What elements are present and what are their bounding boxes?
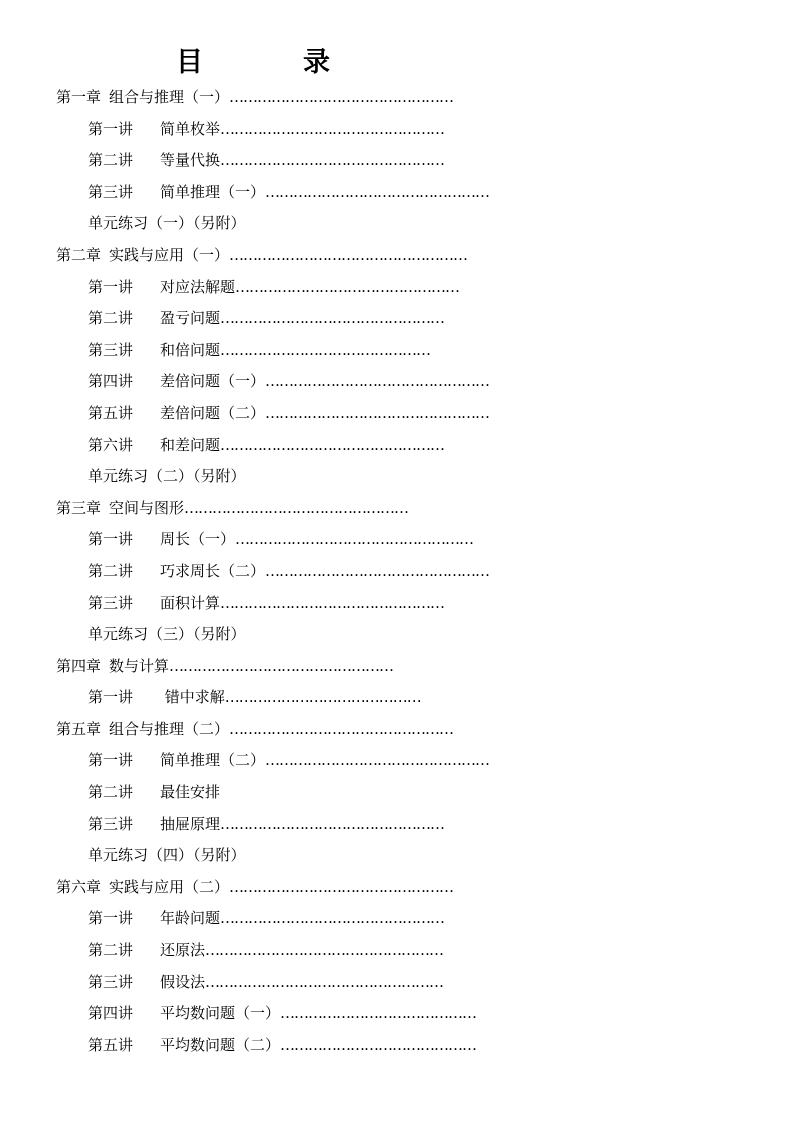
toc-entry-title: 假设法: [160, 972, 206, 991]
toc-entry-title: 抽屉原理: [160, 814, 221, 833]
toc-lecture-entry: [0, 1030, 794, 1062]
toc-lecture-entry: [0, 208, 794, 240]
toc-entry-number: 单元练习: [88, 467, 149, 486]
toc-dot-leader: ……………………………………: [280, 1035, 477, 1054]
toc-lecture-entry: [0, 430, 794, 462]
toc-entry-title: 差倍问题（二）: [160, 403, 266, 422]
toc-entry-number: 第五章: [56, 719, 102, 738]
toc-dot-leader: …………………………………………: [265, 403, 490, 422]
toc-lecture-entry: [0, 461, 794, 493]
toc-dot-leader: ……………………………………………: [205, 941, 444, 960]
toc-lecture-entry: [0, 303, 794, 335]
toc-entry-title: 面积计算: [160, 593, 221, 612]
toc-dot-leader: …………………………………………: [220, 151, 445, 170]
toc-lecture-entry: [0, 335, 794, 367]
toc-entry-title: 平均数问题（一）: [160, 1004, 281, 1023]
toc-lecture-entry: [0, 272, 794, 304]
toc-dot-leader: …………………………………………: [169, 656, 394, 675]
toc-dot-leader: ……………………………………: [224, 688, 421, 707]
toc-entry-number: 第二讲: [88, 151, 134, 170]
toc-dot-leader: …………………………………………: [265, 182, 490, 201]
toc-entry-number: 第一讲: [88, 688, 134, 707]
toc-entry-number: 第一讲: [88, 530, 134, 549]
toc-entry-number: 单元练习: [88, 846, 149, 865]
toc-dot-leader: …………………………………………: [229, 877, 454, 896]
toc-lecture-entry: [0, 588, 794, 620]
toc-entry-number: 第一讲: [88, 909, 134, 928]
toc-entry-title: 实践与应用（一）: [109, 245, 230, 264]
toc-entry-number: 第六章: [56, 877, 102, 896]
toc-lecture-entry: [0, 998, 794, 1030]
toc-entry-title: 组合与推理（二）: [109, 719, 230, 738]
toc-entry-title: 实践与应用（二）: [109, 877, 230, 896]
toc-entry-title: 错中求解: [160, 688, 225, 707]
toc-entry-title: 组合与推理（一）: [109, 88, 230, 106]
toc-entry-title: 和倍问题: [160, 340, 221, 359]
toc-dot-leader: …………………………………………: [265, 751, 490, 770]
toc-entry-number: 第六讲: [88, 435, 134, 454]
toc-entry-number: 第五讲: [88, 1035, 134, 1054]
toc-entry-title: 周长（一）: [160, 530, 236, 549]
toc-dot-leader: ……………………………………: [280, 1004, 477, 1023]
toc-entry-number: 第三讲: [88, 593, 134, 612]
toc-entry-title: 差倍问题（一）: [160, 372, 266, 391]
toc-entry-title: 空间与图形: [109, 498, 185, 517]
toc-lecture-entry: [0, 967, 794, 999]
toc-chapter-entry: [0, 714, 794, 746]
toc-dot-leader: …………………………………………: [220, 593, 445, 612]
toc-dot-leader: …………………………………………: [184, 498, 409, 517]
toc-lecture-entry: [0, 619, 794, 651]
toc-entry-number: 单元练习: [88, 625, 149, 644]
toc-lecture-entry: [0, 745, 794, 777]
toc-entry-number: 第一讲: [88, 277, 134, 296]
toc-entry-title: 数与计算: [109, 656, 170, 675]
toc-entry-number: 第二章: [56, 245, 102, 264]
toc-entry-title: （四）（另附）: [148, 846, 246, 865]
toc-dot-leader: …………………………………………: [265, 561, 490, 580]
toc-dot-leader: ……………………………………………: [235, 530, 474, 549]
toc-dot-leader: …………………………………………: [235, 277, 460, 296]
toc-chapter-entry: [0, 493, 794, 525]
toc-dot-leader: …………………………………………: [229, 88, 454, 106]
toc-lecture-entry: [0, 145, 794, 177]
toc-chapter-entry: [0, 240, 794, 272]
toc-dot-leader: …………………………………………: [220, 435, 445, 454]
toc-entry-title: 盈亏问题: [160, 309, 221, 328]
toc-entry-number: 第一讲: [88, 751, 134, 770]
toc-dot-leader: ………………………………………: [220, 340, 431, 359]
toc-entry-number: 第五讲: [88, 403, 134, 422]
toc-entry-number: 第四讲: [88, 372, 134, 391]
toc-entry-title: 简单枚举: [160, 119, 221, 138]
toc-entry-number: 第三章: [56, 498, 102, 517]
toc-chapter-entry: [0, 872, 794, 904]
toc-chapter-entry: [0, 82, 794, 114]
toc-lecture-entry: [0, 903, 794, 935]
toc-entry-title: （三）（另附）: [148, 625, 246, 644]
toc-entry-title: （一）（另附）: [148, 214, 246, 233]
toc-lecture-entry: [0, 777, 794, 809]
toc-entry-number: 第一章: [56, 88, 102, 106]
toc-dot-leader: ……………………………………………: [205, 972, 444, 991]
toc-dot-leader: …………………………………………: [220, 119, 445, 138]
toc-entry-number: 第三讲: [88, 340, 134, 359]
toc-entry-title: 平均数问题（二）: [160, 1035, 281, 1054]
toc-lecture-entry: [0, 114, 794, 146]
toc-dot-leader: …………………………………………: [220, 309, 445, 328]
toc-dot-leader: …………………………………………: [229, 719, 454, 738]
toc-entry-title: 简单推理（一）: [160, 182, 266, 201]
toc-lecture-entry: [0, 398, 794, 430]
toc-dot-leader: ……………………………………………: [229, 245, 468, 264]
toc-lecture-entry: [0, 177, 794, 209]
toc-entry-title: 巧求周长（二）: [160, 561, 266, 580]
toc-lecture-entry: [0, 809, 794, 841]
toc-entry-title: 和差问题: [160, 435, 221, 454]
toc-dot-leader: …………………………………………: [220, 814, 445, 833]
toc-lecture-entry: [0, 682, 794, 714]
page-title: [176, 40, 330, 79]
toc-dot-leader: …………………………………………: [265, 372, 490, 391]
toc-entry-number: 第二讲: [88, 941, 134, 960]
title-char-1: 目: [176, 47, 203, 78]
toc-entry-title: 年龄问题: [160, 909, 221, 928]
toc-entry-title: （二）（另附）: [148, 467, 246, 486]
toc-entry-title: 最佳安排: [160, 783, 221, 802]
toc-entry-title: 等量代换: [160, 151, 221, 170]
toc-lecture-entry: [0, 840, 794, 872]
toc-lecture-entry: [0, 524, 794, 556]
toc-entry-number: 第三讲: [88, 972, 134, 991]
toc-entry-number: 第四章: [56, 656, 102, 675]
title-char-2: 录: [303, 47, 330, 78]
toc-entry-number: 第四讲: [88, 1004, 134, 1023]
toc-lecture-entry: [0, 556, 794, 588]
toc-entry-number: 第二讲: [88, 561, 134, 580]
toc-entry-number: 第一讲: [88, 119, 134, 138]
toc-entry-title: 还原法: [160, 941, 206, 960]
toc-entry-title: 对应法解题: [160, 277, 236, 296]
toc-dot-leader: …………………………………………: [220, 909, 445, 928]
toc-entry-title: 简单推理（二）: [160, 751, 266, 770]
toc-entry-number: 单元练习: [88, 214, 149, 233]
toc-entry-number: 第三讲: [88, 182, 134, 201]
table-of-contents: [0, 82, 794, 1061]
toc-chapter-entry: [0, 651, 794, 683]
toc-entry-number: 第二讲: [88, 783, 134, 802]
toc-lecture-entry: [0, 366, 794, 398]
toc-lecture-entry: [0, 935, 794, 967]
toc-entry-number: 第二讲: [88, 309, 134, 328]
toc-entry-number: 第三讲: [88, 814, 134, 833]
